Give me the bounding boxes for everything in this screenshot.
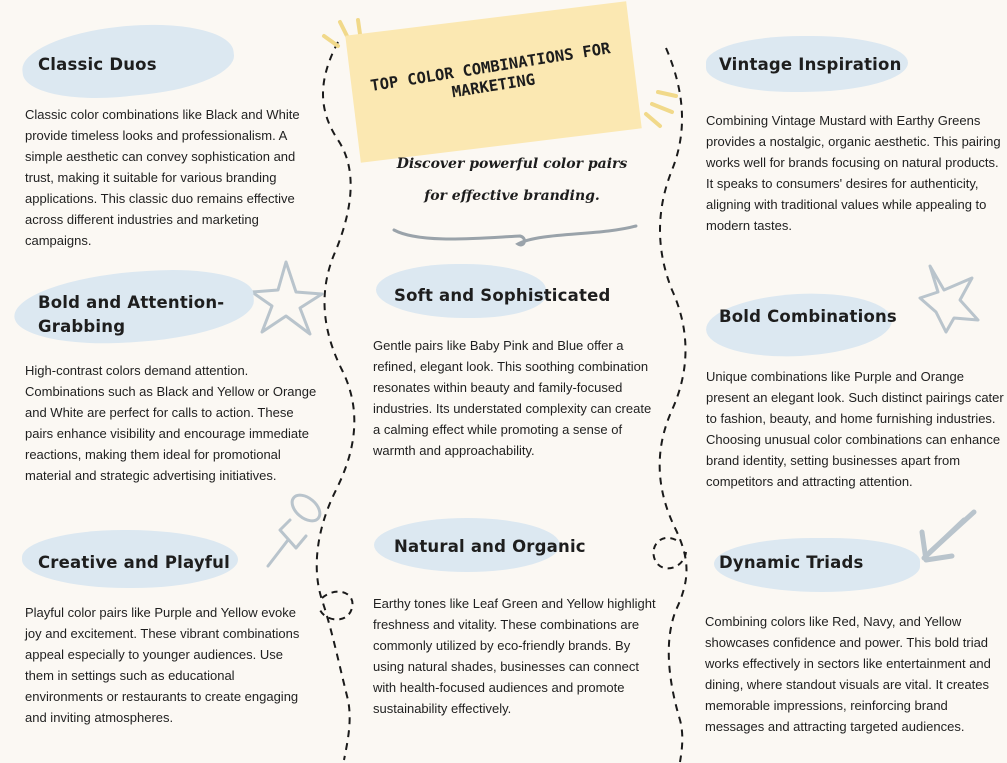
heading-classic-duos: Classic Duos [38,55,157,74]
heading-creative-playful: Creative and Playful [38,553,230,572]
underline-squiggle [394,226,636,245]
page-title: TOP COLOR COMBINATIONS FOR MARKETING [369,39,612,102]
text-soft-sophisticated: Gentle pairs like Baby Pink and Blue offer a refined, elegant look. This soothing combination resonates within beauty and family-focused industries. Its understated complexity can create a calming effect while promoting a sense of warmth and approachability. [373,338,652,458]
heading-dynamic-triads: Dynamic Triads [719,553,864,572]
dashed-divider-right [660,48,687,762]
text-bold-attention: High-contrast colors demand attention. Combinations such as Black and Yellow or Orange and White are perfect for calls to action. These pairs enhance visibility and encourage immediate reactions, making them ideal for promotional material and strategic advertising initiatives. [25,363,317,483]
dashed-loop-left [320,592,353,620]
text-natural-organic: Earthy tones like Leaf Green and Yellow highlight freshness and vitality. These combinations are commonly utilized by eco-friendly brands. By using natural shades, businesses can connect with health-focused audiences and promote sustainability effectively. [373,596,656,716]
arrow-doodle-icon [922,512,974,560]
heading-vintage-inspiration: Vintage Inspiration [719,55,902,74]
text-dynamic-triads: Combining colors like Red, Navy, and Yellow showcases confidence and power. This bold triad works effectively in sectors like entertainment and dining, where standout visuals are vital. It creates memorable impressions, reinforcing brand messages and attracting targeted audiences. [705,614,991,734]
star-doodle-icon [252,262,322,334]
heading-bold-combinations: Bold Combinations [719,307,897,326]
heading-bold-attention: Bold and Attention-Grabbing [38,293,225,336]
heading-soft-sophisticated: Soft and Sophisticated [394,286,611,305]
text-classic-duos: Classic color combinations like Black and White provide timeless looks and professionalism. A simple aesthetic can convey sophistication and trust, making it suitable for various branding applications. This classic duo remains effective across different industries and marketing campaigns. [25,107,300,248]
text-creative-playful: Playful color pairs like Purple and Yellow evoke joy and excitement. These vibrant combinations appeal especially to younger audiences. Use them in settings such as educational environments or restaurants to create engaging and inviting atmospheres. [25,605,300,725]
text-vintage-inspiration: Combining Vintage Mustard with Earthy Greens provides a nostalgic, organic aesthetic. This pairing works well for brands focusing on natural products. It speaks to consumers' desires for authenticity, aligning with traditional values while appealing to modern tastes. [706,113,1001,233]
page-subtitle: Discover powerful color pairs for effective branding. [396,156,628,204]
text-bold-combinations: Unique combinations like Purple and Orange present an elegant look. Such distinct pairings cater to fashion, beauty, and home furnishing industries. Choosing unusual color combinations can enhance brand identity, setting businesses apart from competitors and attracting attention. [706,369,1004,489]
heading-natural-organic: Natural and Organic [394,537,586,556]
